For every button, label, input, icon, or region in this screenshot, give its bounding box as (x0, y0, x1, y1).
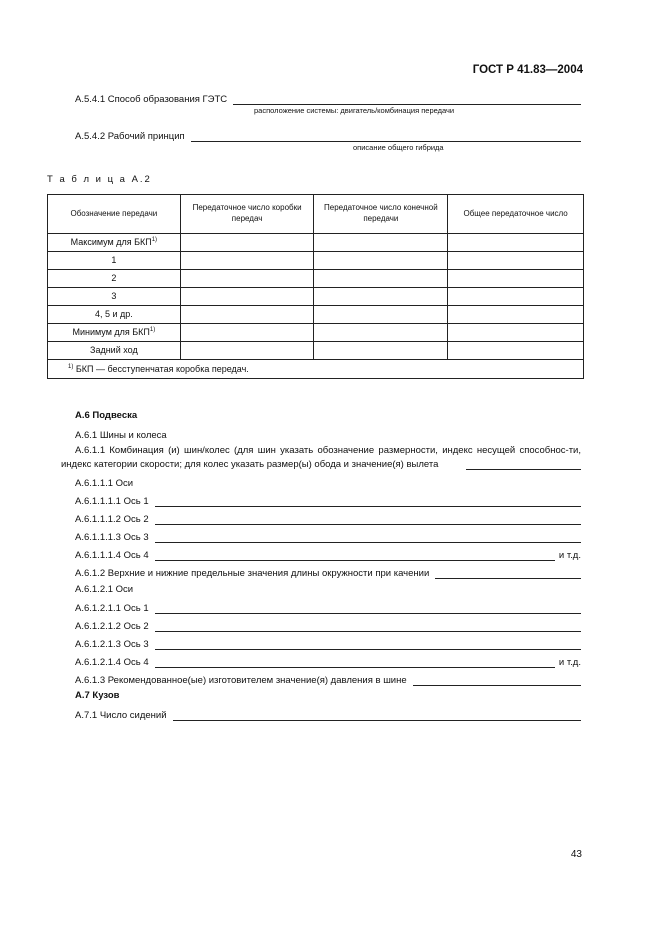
field-axle-1: А.6.1.1.1.1 Ось 1 (75, 493, 581, 507)
field-rolling-circumference: А.6.1.2 Верхние и нижние предельные значения длины окружности при качении (75, 565, 581, 579)
fill-line (233, 94, 581, 105)
table-cell[interactable] (448, 288, 584, 306)
table-cell[interactable] (180, 270, 314, 288)
table-caption: Т а б л и ц а А.2 (47, 174, 152, 185)
row-label: 2 (48, 270, 181, 288)
table-cell[interactable] (180, 306, 314, 324)
fill-line (155, 496, 581, 507)
table-cell[interactable] (448, 252, 584, 270)
subsection-title: А.6.1.2.1 Оси (75, 584, 134, 595)
fill-line (191, 131, 581, 142)
section-title: А.6 Подвеска (75, 410, 138, 421)
fill-line (155, 550, 555, 561)
table-row (48, 270, 584, 288)
gear-ratio-table (47, 194, 584, 379)
table-cell[interactable] (180, 234, 314, 252)
fill-line (413, 675, 581, 686)
field-axle-4: А.6.1.1.1.4 Ось 4 и т.д. (75, 549, 581, 561)
row-label: Задний ход (48, 342, 181, 360)
field-caption: описание общего гибрида (353, 143, 444, 152)
field-working-principle (75, 128, 581, 142)
column-header: Передаточное число конечной передачи (314, 195, 448, 234)
field-tire-pressure: А.6.1.3 Рекомендованное(ые) изготовителем значение(я) давления в шине (75, 672, 581, 686)
table-cell[interactable] (180, 288, 314, 306)
column-header: Передаточное число коробки передач (180, 195, 314, 234)
fill-line (435, 568, 581, 579)
table-footnote-row (48, 360, 584, 379)
row-label: 3 (48, 288, 181, 306)
field-axle-2: А.6.1.1.1.2 Ось 2 (75, 511, 581, 525)
table-row (48, 324, 584, 342)
tire-combination-paragraph: А.6.1.1 Комбинация (и) шин/колес (для шин указать обозначение размерности, индекс несущей способнос-ти, индекс категории скорости; для колес указать размер(ы) обода и значение(я) вылета (61, 445, 581, 470)
row-label: Минимум для БКП$^{1)}$ (48, 324, 181, 342)
table-cell[interactable] (314, 342, 448, 360)
table-cell[interactable] (448, 306, 584, 324)
table-cell[interactable] (448, 342, 584, 360)
table-row (48, 288, 584, 306)
fill-line (155, 657, 555, 668)
table-row (48, 252, 584, 270)
row-label: 4, 5 и др. (48, 306, 181, 324)
fill-line (173, 710, 581, 721)
field-hybrid-formation (75, 91, 581, 105)
fill-line (155, 621, 581, 632)
table-cell[interactable] (314, 270, 448, 288)
table-cell[interactable] (448, 270, 584, 288)
subsection-title: А.6.1.1.1 Оси (75, 478, 134, 489)
fill-line (155, 532, 581, 543)
row-label: 1 (48, 252, 181, 270)
fill-line (466, 469, 581, 470)
document-number: ГОСТ Р 41.83—2004 (472, 64, 583, 76)
field-axle-3: А.6.1.2.1.3 Ось 3 (75, 636, 581, 650)
table-cell[interactable] (180, 342, 314, 360)
table-cell[interactable] (314, 252, 448, 270)
field-caption: расположение системы: двигатель/комбинация передачи (254, 106, 455, 115)
table-cell[interactable] (314, 288, 448, 306)
table-cell[interactable] (314, 234, 448, 252)
table-cell[interactable] (314, 306, 448, 324)
table-footnote: $^{1)}$ БКП — бесступенчатая коробка передач. (48, 360, 584, 379)
fill-line (155, 514, 581, 525)
field-label: А.5.4.1 Способ образования ГЭТС (75, 93, 228, 105)
section-title: А.7 Кузов (75, 690, 120, 701)
table-row (48, 342, 584, 360)
fill-line (155, 639, 581, 650)
subsection-title: А.6.1 Шины и колеса (75, 430, 167, 441)
table-header-row (48, 195, 584, 234)
field-axle-3: А.6.1.1.1.3 Ось 3 (75, 529, 581, 543)
page-number: 43 (570, 849, 582, 860)
field-axle-4: А.6.1.2.1.4 Ось 4 и т.д. (75, 656, 581, 668)
column-header: Общее передаточное число (448, 195, 584, 234)
row-label: Максимум для БКП$^{1)}$ (48, 234, 181, 252)
table-cell[interactable] (180, 324, 314, 342)
table-cell[interactable] (448, 234, 584, 252)
fill-line (155, 603, 581, 614)
column-header: Обозначение передачи (48, 195, 181, 234)
field-axle-2: А.6.1.2.1.2 Ось 2 (75, 618, 581, 632)
table-cell[interactable] (314, 324, 448, 342)
field-seat-count: А.7.1 Число сидений (75, 707, 581, 721)
field-axle-1: А.6.1.2.1.1 Ось 1 (75, 600, 581, 614)
table-row (48, 306, 584, 324)
table-row (48, 234, 584, 252)
table-cell[interactable] (448, 324, 584, 342)
field-label: А.5.4.2 Рабочий принцип (75, 130, 185, 142)
table-cell[interactable] (180, 252, 314, 270)
